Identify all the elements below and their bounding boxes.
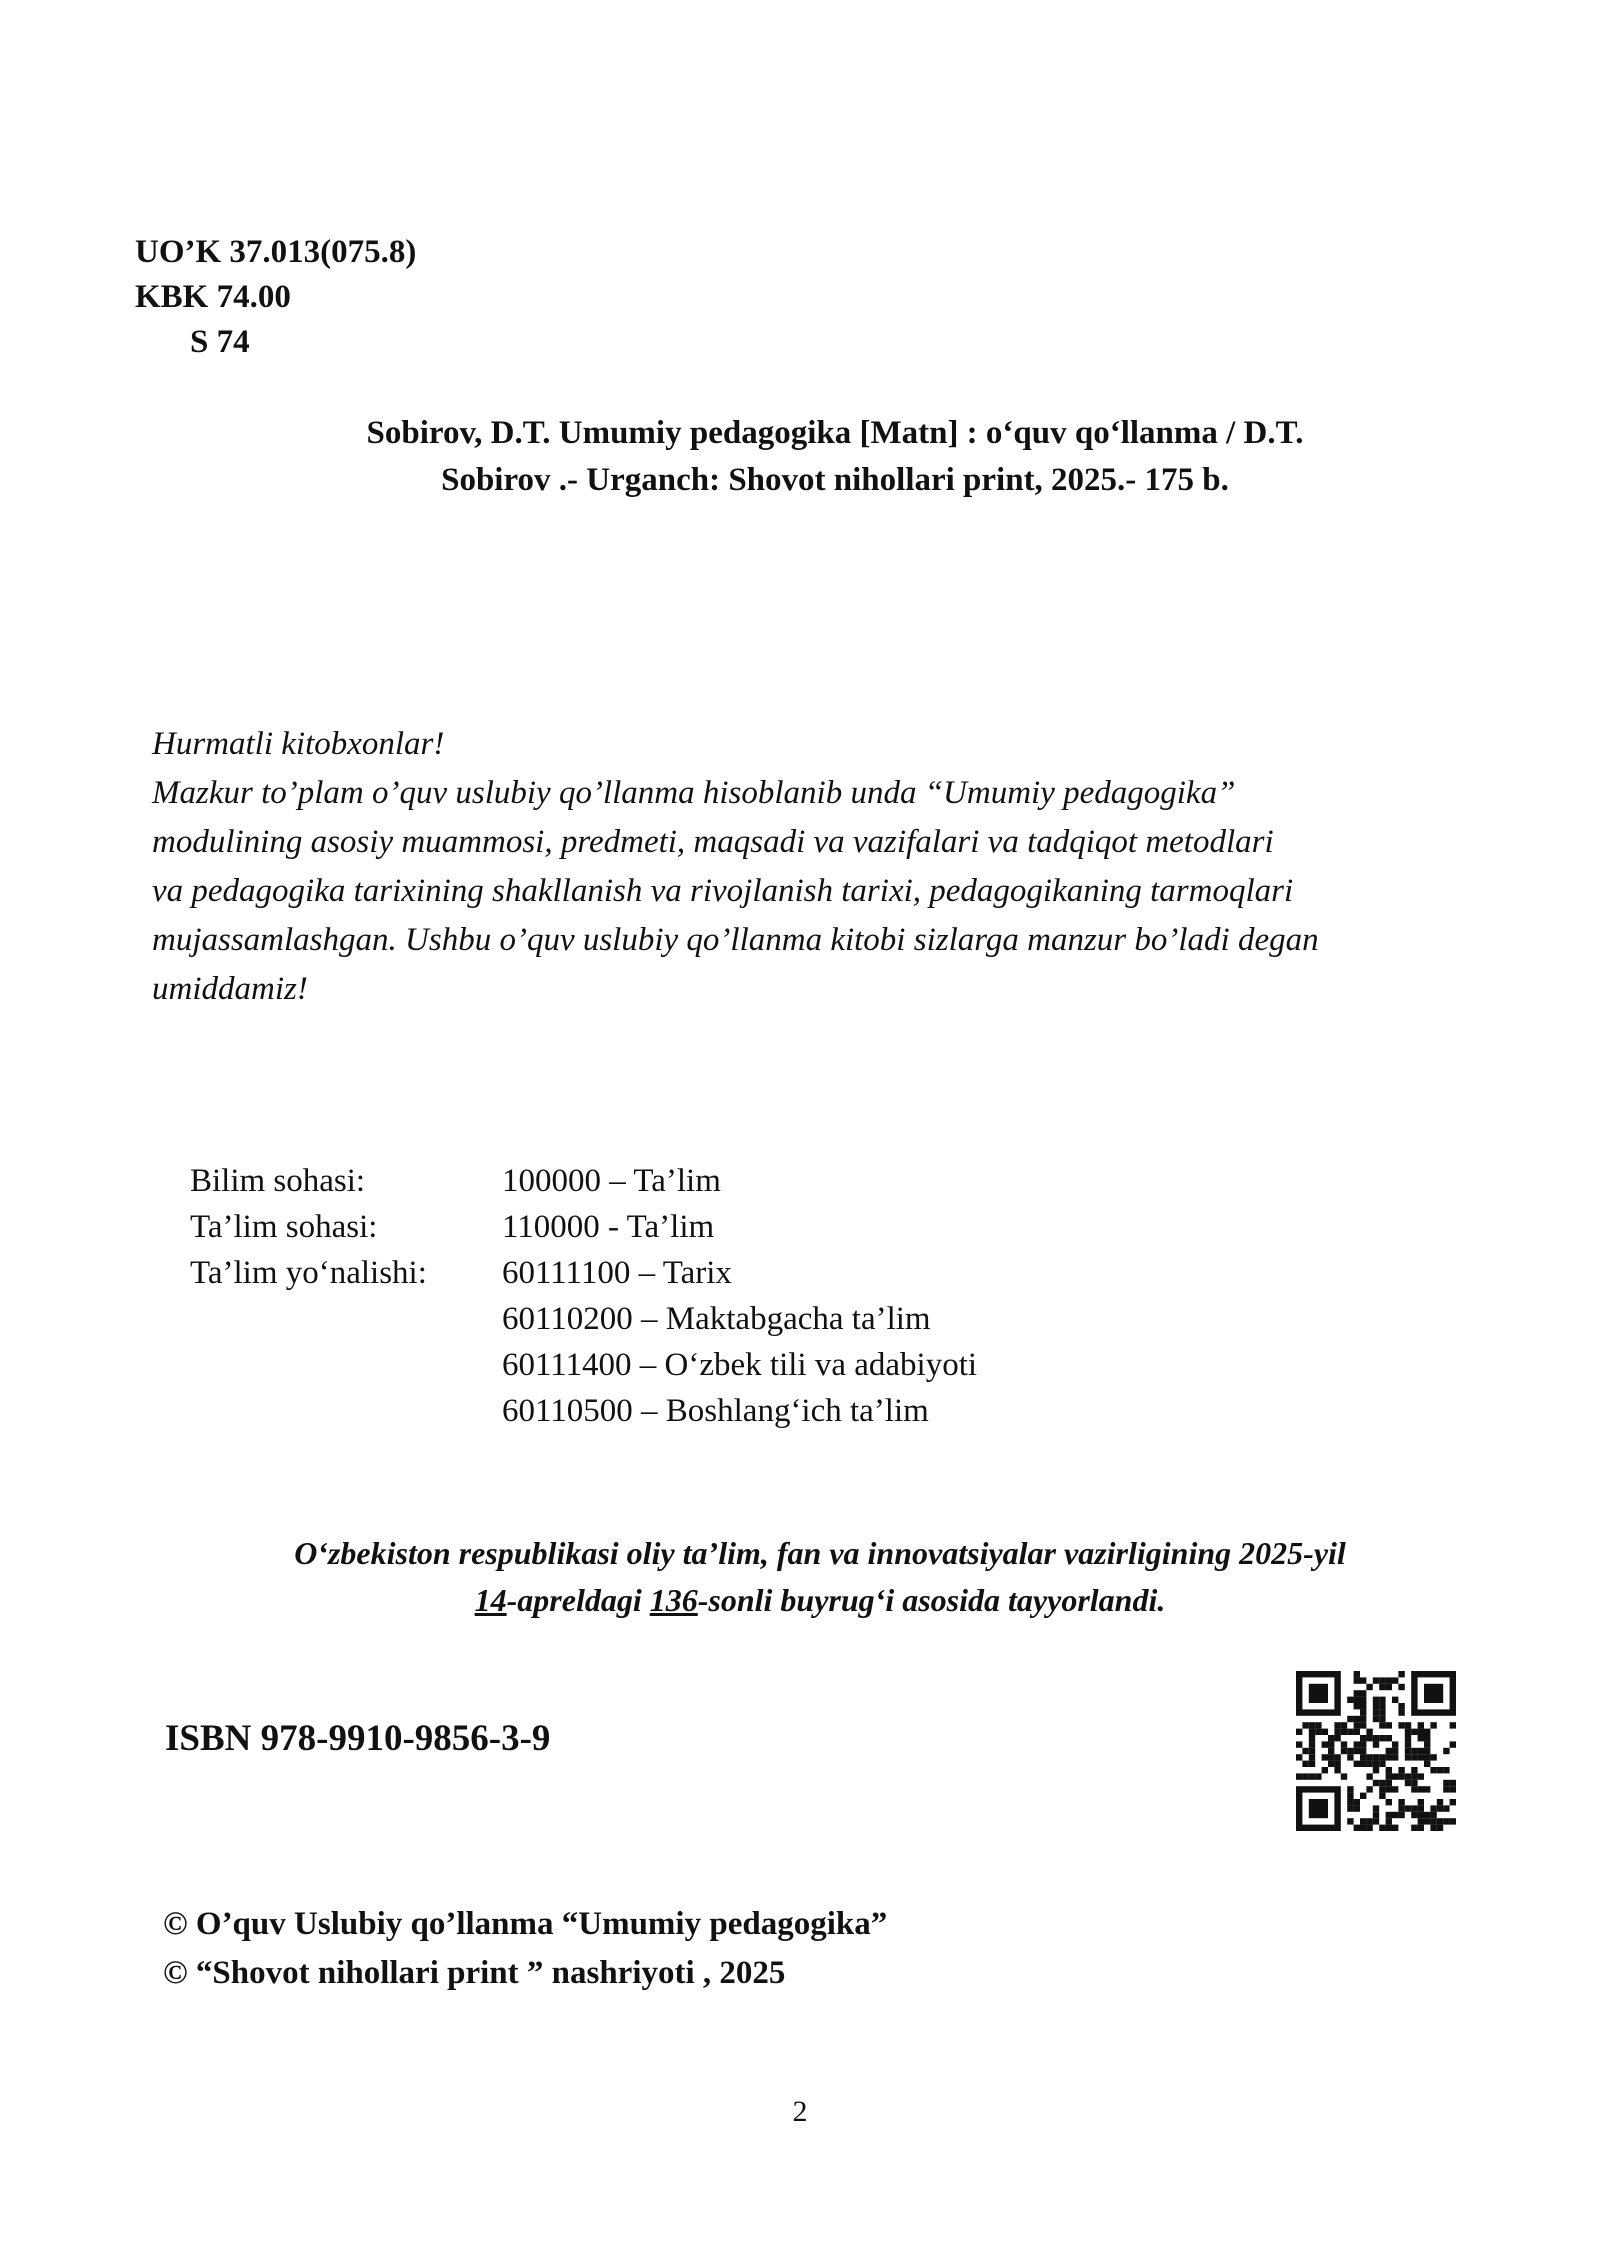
author-mark: S 74 xyxy=(190,324,250,360)
page-number: 2 xyxy=(792,2095,808,2128)
field-classification-table xyxy=(190,1158,977,1434)
field-row xyxy=(190,1204,977,1250)
classification-block xyxy=(135,230,416,365)
field-row xyxy=(190,1388,977,1434)
copyright-block xyxy=(163,1900,887,1998)
order-day: 14 xyxy=(474,1582,507,1618)
field-label: Ta’lim yo‘nalishi: xyxy=(190,1255,427,1291)
field-value: 60110200 – Maktabgacha ta’lim xyxy=(502,1301,931,1337)
citation-line: Sobirov, D.T. Umumiy pedagogika [Matn] : o‘quv qo‘llanma / D.T. xyxy=(366,415,1304,451)
intro-line: umiddamiz! xyxy=(152,971,308,1007)
field-label: Bilim sohasi: xyxy=(190,1163,366,1199)
qr-code-icon xyxy=(1280,1655,1472,1847)
field-value: 60111100 – Tarix xyxy=(502,1255,732,1291)
intro-line: va pedagogika tarixining shakllanish va rivojlanish tarixi, pedagogikaning tarmoqlari xyxy=(152,873,1294,909)
field-row xyxy=(190,1250,977,1296)
field-label: Ta’lim sohasi: xyxy=(190,1209,378,1245)
intro-line: mujassamlashgan. Ushbu o’quv uslubiy qo’llanma kitobi sizlarga manzur bo’ladi degan xyxy=(152,922,1319,958)
kbk-code: KBK 74.00 xyxy=(135,279,291,315)
field-value: 110000 - Ta’lim xyxy=(502,1209,715,1245)
field-value: 100000 – Ta’lim xyxy=(502,1163,721,1199)
order-line xyxy=(150,1577,1490,1624)
order-mid: -apreldagi xyxy=(506,1582,650,1618)
intro-paragraph xyxy=(152,720,1482,1014)
order-end: -sonli buyrug‘i asosida tayyorlandi. xyxy=(697,1582,1166,1618)
field-value: 60110500 – Boshlang‘ich ta’lim xyxy=(502,1393,929,1429)
field-value: 60111400 – O‘zbek tili va adabiyoti xyxy=(502,1347,978,1383)
bibliographic-citation xyxy=(260,410,1410,504)
intro-greeting: Hurmatli kitobxonlar! xyxy=(152,726,445,762)
field-row xyxy=(190,1296,977,1342)
ministry-order-note xyxy=(150,1530,1490,1624)
order-line: O‘zbekiston respublikasi oliy ta’lim, fan va innovatsiyalar vazirligining 2025-yil xyxy=(294,1535,1346,1571)
qr-code-graphic xyxy=(1280,1655,1472,1847)
order-number: 136 xyxy=(649,1582,698,1618)
field-row xyxy=(190,1158,977,1204)
citation-line: Sobirov .- Urganch: Shovot nihollari print, 2025.- 175 b. xyxy=(441,462,1229,498)
uok-code: UO’K 37.013(075.8) xyxy=(135,234,417,270)
isbn: ISBN 978-9910-9856-3-9 xyxy=(165,1718,551,1759)
intro-line: Mazkur to’plam o’quv uslubiy qo’llanma hisoblanib unda “Umumiy pedagogika” xyxy=(152,775,1236,811)
copyright-line: © O’quv Uslubiy qo’llanma “Umumiy pedagogika” xyxy=(163,1906,888,1942)
copyright-line: © “Shovot nihollari print ” nashriyoti , 2025 xyxy=(163,1955,786,1991)
intro-line: modulining asosiy muammosi, predmeti, maqsadi va vazifalari va tadqiqot metodlari xyxy=(152,824,1274,860)
field-row xyxy=(190,1342,977,1388)
